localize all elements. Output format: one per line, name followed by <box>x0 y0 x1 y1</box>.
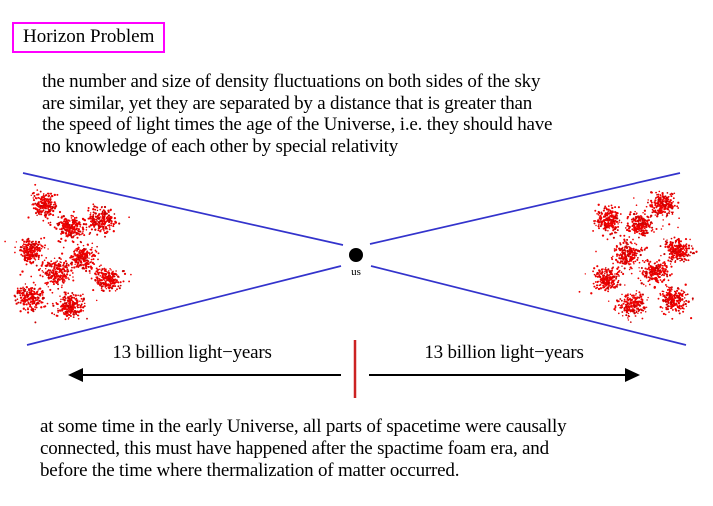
observer-dot <box>349 248 363 262</box>
text-line: the speed of light times the age of the Universe, i.e. they should have <box>42 114 553 135</box>
left-distance-label: 13 billion light−years <box>112 342 272 363</box>
text-line: no knowledge of each other by special relativity <box>42 135 399 157</box>
galaxy-cluster <box>38 253 74 294</box>
text-line: at some time in the early Universe, all parts of spacetime were causally <box>40 416 567 437</box>
galaxy-cluster <box>89 258 132 292</box>
text-line: are similar, yet they are separated by a distance that is greater than <box>42 92 533 114</box>
galaxy-cluster <box>14 270 54 323</box>
left-arrow-head-icon <box>68 368 83 382</box>
galaxy-cluster <box>49 289 97 320</box>
conclusion-paragraph <box>40 416 566 482</box>
galaxy-cluster <box>608 284 649 323</box>
galaxy-cluster <box>658 284 694 320</box>
text-line: connected, this must have happened after the spactime foam era, and <box>40 438 549 459</box>
text-line: before the time where thermalization of matter occurred. <box>40 460 460 481</box>
page-title: Horizon Problem <box>23 26 155 47</box>
light-cone-line <box>370 173 680 244</box>
galaxy-cluster <box>579 265 623 294</box>
galaxy-cluster <box>4 237 49 274</box>
right-arrow-head-icon <box>625 368 640 382</box>
text-line: the number and size of density fluctuations on both sides of the sky <box>42 71 541 92</box>
right-distance-label: 13 billion light−years <box>424 342 584 363</box>
galaxy-cluster <box>27 184 61 224</box>
observer-label: us <box>351 266 361 278</box>
galaxy-cluster <box>592 204 630 241</box>
